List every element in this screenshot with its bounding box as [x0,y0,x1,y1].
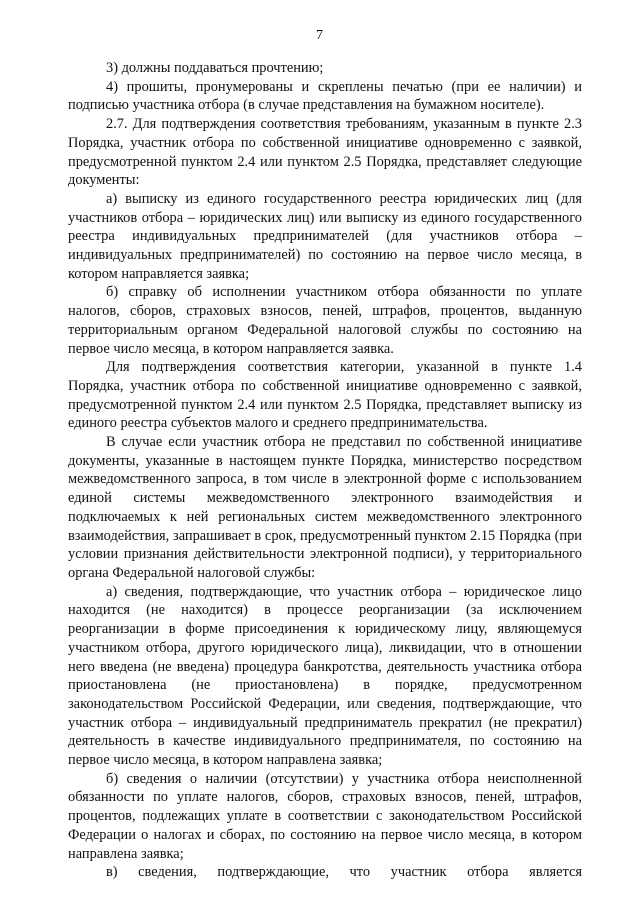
paragraph-request-v: в) сведения, подтверждающие, что участник отбора является [106,864,582,881]
page-number: 7 [316,28,323,43]
paragraph-2-7-b: б) справку об исполнении участником отбора обязанности по уплате налогов, сборов, страховых взносов, пеней, штрафов, процентов, выданную территориальным органом Федеральной налоговой службы по состоянию на первое число месяца, в котором направляется заявка. [68,284,582,357]
paragraph-category-confirmation: Для подтверждения соответствия категории, указанной в пункте 1.4 Порядка, участник отбора по собственной инициативе одновременно с заявкой, предусмотренной пунктом 2.4 или пунктом 2.5 Порядка, представляет выписку из единого реестра субъектов малого и среднего предпринимательства. [68,359,582,432]
paragraph-item-4: 4) прошиты, пронумерованы и скреплены печатью (при ее наличии) и подписью участника отбора (в случае представления на бумажном носителе). [68,78,582,114]
paragraph-2-7-a: а) выписку из единого государственного реестра юридических лиц (для участников отбора – юридических лиц) или выписку из единого государственного реестра индивидуальных предпринимателей (для участников отбора – индивидуальных предпринимателей) по состоянию на первое число месяца, в котором направляется заявка; [68,190,582,282]
paragraph-request-a: а) сведения, подтверждающие, что участник отбора – юридическое лицо находится (не находится) в процессе реорганизации (за исключением реорганизации в форме присоединения к юридическому лицу, являющемуся участником отбора, другого юридического лица), ликвидации, что в отношении него введена (не введена) процедура банкротства, деятельность участника отбора приостановлена (не приостановлена) в порядке, предусмотренном законодательством Российской Федерации, или сведения, подтверждающие, что участник отбора – индивидуальный предприниматель прекратил (не прекратил) деятельность в качестве индивидуального предпринимателя, по состоянию на первое число месяца, в котором направлена заявка; [68,583,582,769]
paragraph-item-3: 3) должны поддаваться прочтению; [106,60,324,76]
paragraph-interagency-request: В случае если участник отбора не представил по собственной инициативе документы, указанные в настоящем пункте Порядка, министерство посредством межведомственного запроса, в том числе в электронной форме с использованием единой системы межведомственного электронного взаимодействия и подключаемых к ней региональных систем межведомственного электронного взаимодействия, запрашивает в срок, предусмотренный пунктом 2.15 Порядка (при условии признания действительности электронной подписи), у территориального органа Федеральной налоговой службы: [68,434,582,581]
paragraph-request-b: б) сведения о наличии (отсутствии) у участника отбора неисполненной обязанности по уплате налогов, сборов, страховых взносов, пеней, штрафов, процентов, подлежащих уплате в соответствии с законодательством Российской Федерации о налогах и сборах, по состоянию на первое число месяца, в котором направлена заявка; [68,770,582,862]
document-body [68,59,582,882]
paragraph-2-7: 2.7. Для подтверждения соответствия требованиям, указанным в пункте 2.3 Порядка, участник отбора по собственной инициативе одновременно с заявкой, предусмотренной пунктом 2.4 или пунктом 2.5 Порядка, представляет следующие документы: [68,116,582,189]
